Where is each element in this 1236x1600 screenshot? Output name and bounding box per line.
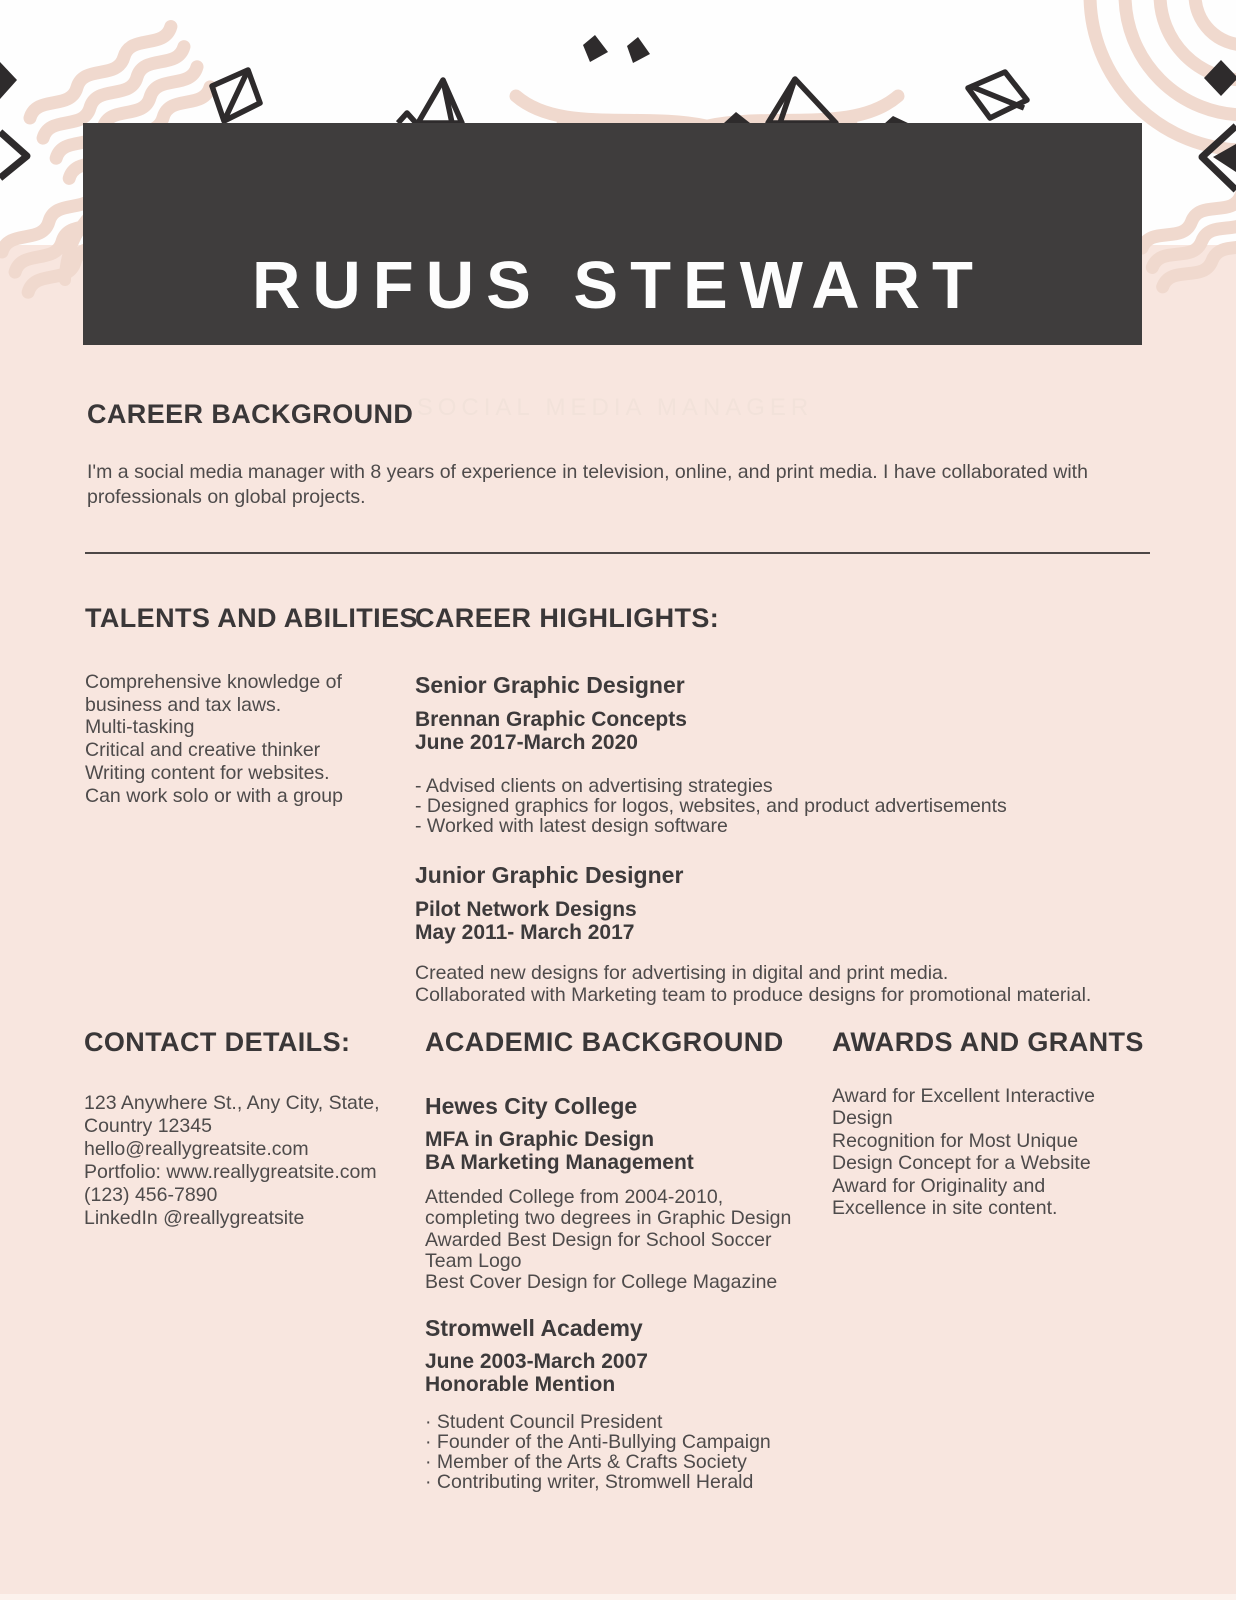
degree: BA Marketing Management — [425, 1151, 694, 1174]
award-line: Award for Excellent Interactive — [832, 1085, 1096, 1107]
header-banner: RUFUS STEWART SOCIAL MEDIA MANAGER — [83, 123, 1142, 345]
contact-portfolio: Portfolio: www.reallygreatsite.com — [84, 1161, 377, 1183]
talent-item: Multi-tasking — [85, 716, 195, 739]
diamond-icon-center — [583, 35, 650, 63]
school-note: Team Logo — [425, 1249, 522, 1272]
job-bullet: - Worked with latest design software — [415, 815, 728, 837]
school-note: completing two degrees in Graphic Design — [425, 1207, 792, 1230]
talent-item: Writing content for websites. — [85, 761, 330, 784]
section-awards-grants — [832, 1027, 1144, 1220]
school-note: Best Cover Design for College Magazine — [425, 1271, 778, 1294]
contact-address-line: Country 12345 — [84, 1115, 212, 1137]
job-bullet: - Designed graphics for logos, websites, and product advertisements — [415, 795, 1007, 817]
school-note: · Founder of the Anti-Bullying Campaign — [425, 1431, 771, 1454]
school-note: · Contributing writer, Stromwell Herald — [425, 1471, 754, 1494]
school-degrees — [425, 1350, 815, 1396]
job-bullet: Collaborated with Marketing team to produce designs for promotional material. — [415, 984, 1092, 1006]
diamond-icon-left-edge — [0, 62, 17, 99]
school-note: Attended College from 2004-2010, — [425, 1186, 724, 1208]
talent-item: Can work solo or with a group — [85, 784, 343, 807]
career-background-heading: CAREER BACKGROUND — [87, 399, 414, 429]
degree: MFA in Graphic Design — [425, 1128, 655, 1151]
degree: Honorable Mention — [425, 1373, 616, 1397]
section-contact-details — [84, 1027, 414, 1230]
school-degrees — [425, 1128, 815, 1174]
school-note: Awarded Best Design for School Soccer — [425, 1228, 772, 1251]
academic-heading: ACADEMIC BACKGROUND — [425, 1027, 784, 1057]
contact-heading: CONTACT DETAILS: — [84, 1027, 351, 1057]
award-line: Award for Originality and — [832, 1174, 1046, 1197]
kite-icon-right — [968, 72, 1027, 118]
section-talents — [85, 603, 418, 807]
career-highlights-heading: CAREER HIGHLIGHTS: — [415, 603, 720, 633]
job-bullet: Created new designs for advertising in digital and print media. — [415, 962, 949, 984]
wave-doodle-bottom-right — [1140, 165, 1236, 291]
school-name: Stromwell Academy — [425, 1315, 643, 1342]
contact-address-line: 123 Anywhere St., Any City, State, — [84, 1092, 380, 1114]
job-dates: June 2017-March 2020 — [415, 731, 638, 754]
job-bullet-list — [415, 962, 1145, 1006]
award-line: Recognition for Most Unique — [832, 1129, 1079, 1152]
school-note: · Student Council President — [425, 1411, 663, 1434]
job-company: Brennan Graphic Concepts — [415, 708, 687, 731]
job-company: Pilot Network Designs — [415, 898, 637, 921]
job-bullet-list — [415, 776, 1145, 836]
talent-item: Comprehensive knowledge of business and tax laws. — [85, 671, 342, 716]
awards-heading: AWARDS AND GRANTS — [832, 1027, 1144, 1057]
section-academic-background — [425, 1027, 815, 1492]
contact-list — [84, 1092, 414, 1230]
school-note: · Member of the Arts & Crafts Society — [425, 1451, 747, 1474]
chevron-icon-right-edge — [1202, 126, 1236, 190]
talent-item: Critical and creative thinker — [85, 739, 321, 762]
talents-list — [85, 671, 395, 807]
career-background-text: I'm a social media manager with 8 years of experience in television, online, and print media. I have collaborated with professionals on global projects. — [87, 461, 1088, 508]
section-divider — [85, 552, 1150, 554]
job-title: Senior Graphic Designer — [415, 672, 685, 698]
school-notes — [425, 1187, 815, 1293]
school-notes — [425, 1412, 815, 1492]
kite-icon-left — [212, 70, 260, 121]
job-dates: May 2011- March 2017 — [415, 921, 635, 944]
school-name: Hewes City College — [425, 1093, 638, 1119]
job-bullet: - Advised clients on advertising strategies — [415, 775, 773, 797]
chevron-icon-left-edge — [0, 132, 27, 178]
award-line: Design Concept for a Website — [832, 1152, 1091, 1175]
job-title: Junior Graphic Designer — [415, 862, 684, 888]
section-career-background — [87, 399, 1147, 509]
contact-phone: (123) 456-7890 — [84, 1184, 218, 1206]
awards-list — [832, 1085, 1132, 1219]
degree: June 2003-March 2007 — [425, 1350, 648, 1374]
award-line: Design — [832, 1107, 893, 1130]
talents-heading: TALENTS AND ABILITIES — [85, 603, 418, 633]
section-career-highlights — [415, 603, 1145, 1006]
contact-linkedin: LinkedIn @reallygreatsite — [84, 1207, 305, 1229]
bottom-edge-strip — [0, 1594, 1236, 1600]
sail-icon-left — [398, 80, 462, 123]
contact-email: hello@reallygreatsite.com — [84, 1138, 309, 1160]
award-line: Excellence in site content. — [832, 1197, 1058, 1220]
